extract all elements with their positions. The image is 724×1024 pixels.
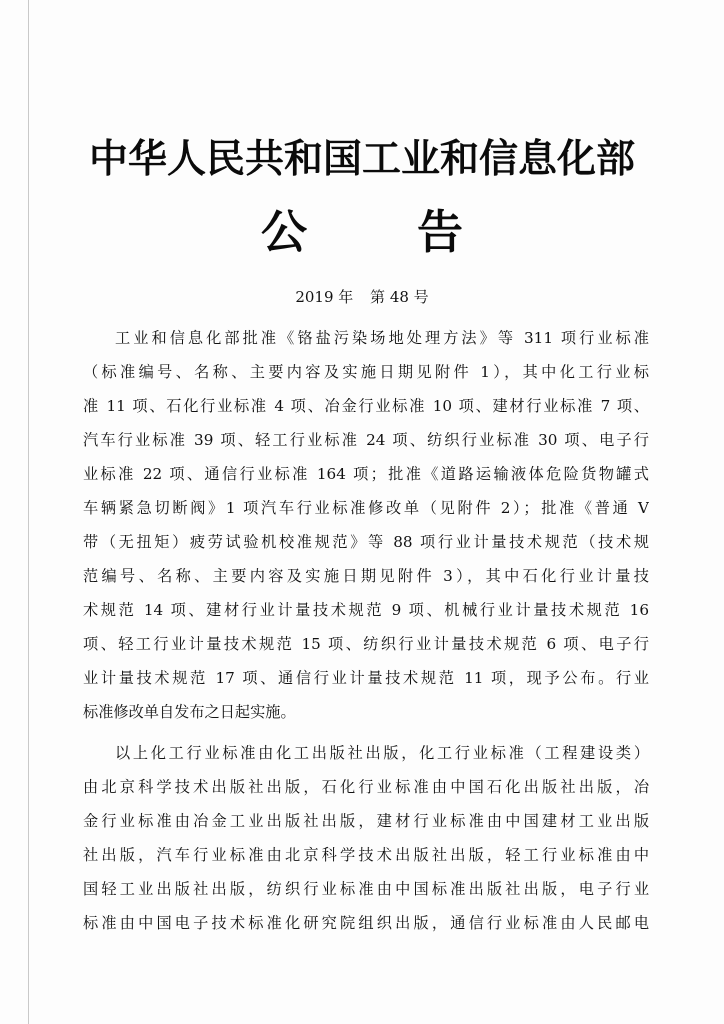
document-serial-number: 第 48 号 [370,288,429,306]
paragraph-1-line: 汽车行业标准 39 项、轻工行业标准 24 项、纺织行业标准 30 项、电子行 [83,431,649,449]
paragraph-2-line: 标准由中国电子技术标准化研究院组织出版，通信行业标准由人民邮电 [83,914,649,932]
paragraph-2-line: 国轻工业出版社出版，纺织行业标准由中国标准出版社出版，电子行业 [83,880,649,898]
paragraph-1-line: 项、轻工行业计量技术规范 15 项、纺织行业计量技术规范 6 项、电子行 [83,635,649,653]
paragraph-2-line: 由北京科学技术出版社出版，石化行业标准由中国石化出版社出版，冶 [83,778,649,796]
paragraph-1-line: （标准编号、名称、主要内容及实施日期见附件 1），其中化工行业标 [83,363,649,381]
paragraph-1-line: 业计量技术规范 17 项、通信行业计量技术规范 11 项，现予公布。行业 [83,669,649,687]
document-year: 2019 年 [295,288,354,306]
document-type-heading: 公告 [261,205,573,259]
announcement-body [83,321,649,940]
paragraph-2-line: 金行业标准由冶金工业出版社出版，建材行业标准由中国建材工业出版 [83,812,649,830]
paragraph-1-line: 准 11 项、石化行业标准 4 项、冶金行业标准 10 项、建材行业标准 7 项、 [83,397,649,415]
paragraph-gap [83,729,649,736]
paragraph-2-line: 社出版，汽车行业标准由北京科学技术出版社出版，轻工行业标准由中 [83,846,649,864]
paragraph-1-line: 带（无扭矩）疲劳试验机校准规范》等 88 项行业计量技术规范（技术规 [83,533,649,551]
paragraph-1-line: 范编号、名称、主要内容及实施日期见附件 3），其中石化行业计量技 [83,567,649,585]
paragraph-1-line: 标准修改单自发布之日起实施。 [83,703,296,721]
issuing-organization-title: 中华人民共和国工业和信息化部 [88,137,635,182]
paragraph-1-line: 工业和信息化部批准《铬盐污染场地处理方法》等 311 项行业标准 [115,329,649,347]
document-number [0,286,724,307]
paragraph-1-line: 业标准 22 项、通信行业标准 164 项；批准《道路运输液体危险货物罐式 [83,465,649,483]
paragraph-1-line: 术规范 14 项、建材行业计量技术规范 9 项、机械行业计量技术规范 16 [83,601,649,619]
paragraph-2-line: 以上化工行业标准由化工出版社出版，化工行业标准（工程建设类） [115,744,649,762]
paragraph-1-line: 车辆紧急切断阀》1 项汽车行业标准修改单（见附件 2）；批准《普通 V [83,499,649,517]
